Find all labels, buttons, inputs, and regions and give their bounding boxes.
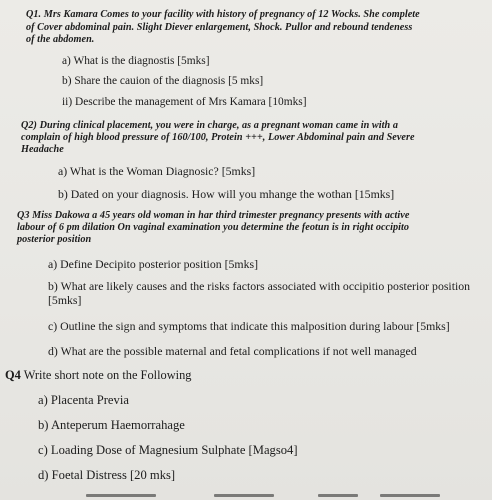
- q2-text-line-2: complain of high blood pressure of 160/100, Protein +++, Lower Abdominal pain and Severe: [21, 132, 415, 143]
- q4-item-b: b) Anteperum Haemorrahage: [38, 418, 185, 432]
- q1-item-ii: ii) Describe the management of Mrs Kamara [10mks]: [62, 96, 307, 108]
- q3-item-b: b) What are likely causes and the risks factors associated with occipitio posterior position: [48, 279, 471, 293]
- q4-item-d: d) Foetal Distress [20 mks]: [38, 468, 176, 482]
- q1-text-line-3: of the abdomen.: [26, 34, 95, 45]
- q3-text-line-2: labour of 6 pm dilation On vaginal examination you determine the feotun is in right occipito: [17, 222, 410, 233]
- q1-item-b: b) Share the cauion of the diagnosis [5 mks]: [62, 75, 264, 87]
- q3-text-line-3: posterior position: [17, 234, 92, 245]
- q3-item-a: a) Define Decipito posterior position [5mks]: [48, 257, 258, 271]
- q4-label: Q4: [5, 368, 21, 382]
- q2-text-line-1: Q2) During clinical placement, you were in charge, as a pregnant woman came in with a: [21, 120, 398, 131]
- q4-item-c: c) Loading Dose of Magnesium Sulphate [Magso4]: [38, 443, 298, 457]
- q1-text-line-2: of Cover abdominal pain. Slight Diever enlargement, Shock. Pullor and rebound tendeness: [26, 22, 413, 33]
- q1-text-line-1: Q1. Mrs Kamara Comes to your facility with history of pregnancy of 12 Wocks. She complete: [26, 9, 420, 20]
- q1-item-a: a) What is the diagnostis [5mks]: [62, 55, 210, 67]
- q3-item-c: c) Outline the sign and symptoms that indicate this malposition during labour [5mks]: [48, 319, 450, 333]
- q3-item-d: d) What are the possible maternal and fetal complications if not well managed: [48, 344, 417, 358]
- q2-text-line-3: Headache: [21, 144, 64, 155]
- q2-item-a: a) What is the Woman Diagnosic? [5mks]: [58, 164, 256, 178]
- cut-off-bottom-text: [0, 494, 492, 500]
- q3-text-line-1: Q3 Miss Dakowa a 45 years old woman in har third trimester pregnancy presents with active: [17, 210, 410, 221]
- q4-title: Write short note on the Following: [20, 368, 192, 382]
- q4-heading: [5, 369, 192, 381]
- q4-item-a: a) Placenta Previa: [38, 393, 129, 407]
- q2-item-b: b) Dated on your diagnosis. How will you mhange the wothan [15mks]: [58, 187, 395, 201]
- q3-item-b-marks: [5mks]: [48, 293, 82, 307]
